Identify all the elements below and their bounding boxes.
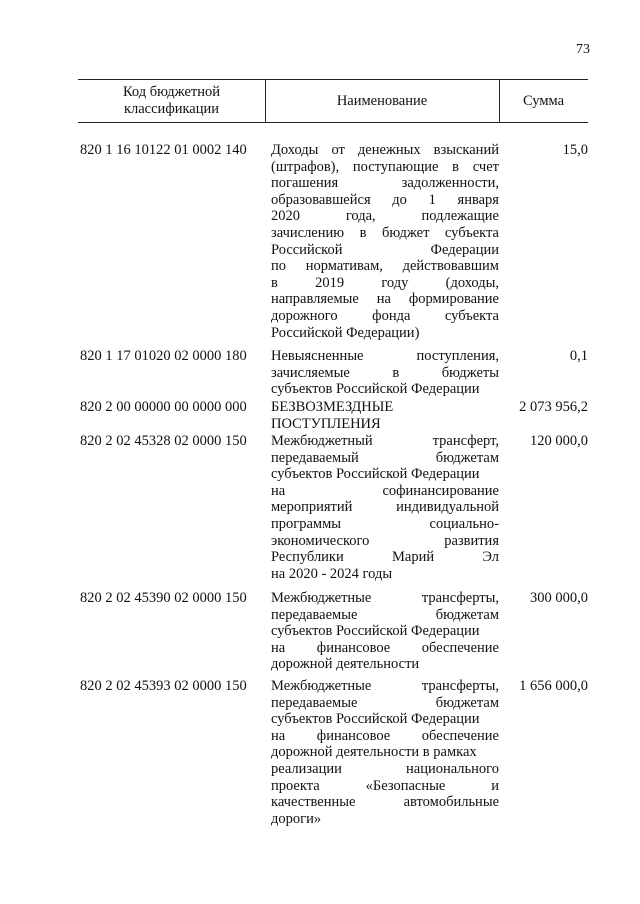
name-word: от bbox=[331, 142, 345, 158]
header-code-column bbox=[78, 80, 266, 122]
row-name bbox=[271, 399, 499, 432]
name-word: дорожного bbox=[271, 307, 338, 324]
row-code: 820 1 16 10122 01 0002 140 bbox=[80, 142, 247, 158]
name-line bbox=[271, 258, 499, 275]
name-word: формирование bbox=[408, 291, 499, 308]
name-word: субъекта bbox=[444, 307, 499, 324]
name-word: трансферты, bbox=[421, 590, 499, 606]
name-word: января bbox=[457, 191, 499, 208]
name-word: образовавшейся bbox=[271, 191, 371, 208]
name-word: софинансирование bbox=[382, 482, 499, 499]
name-line bbox=[271, 175, 499, 192]
name-word: Невыясненные bbox=[271, 348, 364, 364]
name-word: на 2020 - 2024 годы bbox=[271, 565, 393, 582]
table-header bbox=[78, 79, 588, 123]
name-word: Федерации bbox=[430, 241, 499, 258]
name-line bbox=[271, 242, 499, 259]
name-word: БЕЗВОЗМЕЗДНЫЕ bbox=[271, 399, 394, 415]
name-line bbox=[271, 811, 499, 828]
name-line bbox=[271, 399, 499, 416]
name-word: поступающие bbox=[352, 158, 439, 175]
name-line bbox=[271, 208, 499, 225]
name-line bbox=[271, 623, 499, 640]
row-sum: 1 656 000,0 bbox=[519, 678, 588, 694]
name-word: нормативам, bbox=[305, 258, 383, 275]
name-word: передаваемые bbox=[271, 694, 358, 711]
name-line bbox=[271, 794, 499, 811]
row-name bbox=[271, 348, 499, 398]
row-sum: 2 073 956,2 bbox=[519, 399, 588, 415]
name-word: бюджетам bbox=[435, 694, 499, 711]
name-word: трансферт, bbox=[432, 433, 499, 449]
name-line bbox=[271, 291, 499, 308]
name-word: счет bbox=[472, 158, 499, 175]
name-word: (штрафов), bbox=[271, 158, 340, 175]
row-sum: 15,0 bbox=[562, 142, 588, 158]
row-code: 820 2 02 45393 02 0000 150 bbox=[80, 678, 247, 694]
name-word: обеспечение bbox=[421, 639, 499, 656]
row-code: 820 2 02 45390 02 0000 150 bbox=[80, 590, 247, 606]
name-line bbox=[271, 416, 499, 433]
name-line bbox=[271, 656, 499, 673]
name-word: Российской Федерации) bbox=[271, 324, 420, 341]
name-word: на bbox=[271, 482, 286, 499]
header-name-column: Наименование bbox=[265, 80, 500, 122]
name-word: дороги» bbox=[271, 810, 322, 827]
name-word: обеспечение bbox=[421, 727, 499, 744]
row-sum: 300 000,0 bbox=[530, 590, 588, 606]
name-word: бюджетам bbox=[435, 449, 499, 466]
name-line bbox=[271, 483, 499, 500]
name-word: бюджетам bbox=[435, 606, 499, 623]
name-line bbox=[271, 533, 499, 550]
name-line bbox=[271, 695, 499, 712]
row-sum: 120 000,0 bbox=[530, 433, 588, 449]
name-word: года, bbox=[345, 208, 376, 225]
name-word: зачисляемые bbox=[271, 364, 350, 381]
name-word: ПОСТУПЛЕНИЯ bbox=[271, 415, 381, 432]
name-word: задолженности, bbox=[401, 175, 499, 192]
name-line bbox=[271, 192, 499, 209]
name-word: финансовое bbox=[316, 639, 391, 656]
name-word: реализации bbox=[271, 760, 342, 777]
name-word: субъектов Российской Федерации bbox=[271, 711, 480, 728]
name-line bbox=[271, 549, 499, 566]
name-line bbox=[271, 778, 499, 795]
name-word: подлежащие bbox=[421, 208, 499, 225]
row-sum: 0,1 bbox=[569, 348, 588, 364]
name-word: до bbox=[392, 191, 407, 208]
name-word: Российской bbox=[271, 241, 343, 258]
name-line bbox=[271, 607, 499, 624]
name-word: мероприятий bbox=[271, 499, 353, 516]
name-line bbox=[271, 225, 499, 242]
name-line bbox=[271, 348, 499, 365]
name-word: Марий bbox=[392, 549, 435, 566]
name-line bbox=[271, 499, 499, 516]
row-code: 820 2 00 00000 00 0000 000 bbox=[80, 399, 247, 415]
row-code: 820 2 02 45328 02 0000 150 bbox=[80, 433, 247, 449]
name-word: году bbox=[381, 274, 409, 291]
name-word: по bbox=[271, 258, 287, 275]
name-line bbox=[271, 466, 499, 483]
row-name bbox=[271, 678, 499, 827]
name-word: 2019 bbox=[315, 274, 345, 291]
name-word: Межбюджетные bbox=[271, 590, 372, 606]
name-line bbox=[271, 728, 499, 745]
name-word: финансовое bbox=[316, 727, 391, 744]
header-sum-column: Сумма bbox=[522, 92, 565, 109]
name-word: на bbox=[271, 727, 286, 744]
name-word: Межбюджетные bbox=[271, 678, 372, 694]
name-word: Межбюджетный bbox=[271, 433, 373, 449]
name-word: развития bbox=[444, 532, 499, 549]
name-word: дорожной деятельности в рамках bbox=[271, 744, 477, 761]
name-word: направляемые bbox=[271, 291, 359, 308]
name-line bbox=[271, 325, 499, 342]
name-word: на bbox=[271, 639, 286, 656]
name-line bbox=[271, 142, 499, 159]
name-word: «Безопасные bbox=[365, 777, 446, 794]
name-word: действовавшим bbox=[402, 258, 499, 275]
name-word: (доходы, bbox=[445, 274, 499, 291]
name-word: в bbox=[359, 224, 367, 241]
header-code-line1: Код бюджетной bbox=[122, 84, 220, 100]
name-word: качественные bbox=[271, 794, 356, 811]
name-word: зачислению bbox=[271, 224, 345, 241]
row-code: 820 1 17 01020 02 0000 180 bbox=[80, 348, 247, 364]
row-name bbox=[271, 142, 499, 341]
name-word: 1 bbox=[428, 191, 436, 208]
header-code-line2: классификации bbox=[123, 101, 220, 117]
name-line bbox=[271, 590, 499, 607]
name-word: проекта bbox=[271, 777, 320, 794]
name-line bbox=[271, 761, 499, 778]
name-line bbox=[271, 450, 499, 467]
name-word: дорожной деятельности bbox=[271, 656, 420, 673]
name-line bbox=[271, 566, 499, 583]
name-word: на bbox=[376, 291, 391, 308]
name-word: трансферты, bbox=[421, 678, 499, 694]
name-line bbox=[271, 711, 499, 728]
name-line bbox=[271, 381, 499, 398]
name-line bbox=[271, 275, 499, 292]
name-word: поступления, bbox=[416, 348, 499, 364]
name-word: и bbox=[491, 777, 499, 794]
row-name bbox=[271, 590, 499, 673]
name-word: 2020 bbox=[271, 208, 300, 225]
name-word: бюджет bbox=[381, 224, 430, 241]
name-word: Республики bbox=[271, 549, 344, 566]
name-line bbox=[271, 159, 499, 176]
page-number: 73 bbox=[576, 42, 590, 57]
name-word: национального bbox=[406, 760, 499, 777]
name-word: экономического bbox=[271, 532, 370, 549]
name-line bbox=[271, 433, 499, 450]
name-word: субъектов Российской Федерации bbox=[271, 381, 480, 398]
name-word: субъекта bbox=[444, 224, 499, 241]
name-line bbox=[271, 640, 499, 657]
name-line bbox=[271, 516, 499, 533]
name-word: передаваемые bbox=[271, 606, 358, 623]
name-word: в bbox=[392, 364, 400, 381]
row-name bbox=[271, 433, 499, 582]
name-word: в bbox=[452, 158, 460, 175]
name-word: Доходы bbox=[271, 142, 319, 158]
name-word: бюджеты bbox=[441, 364, 499, 381]
name-word: в bbox=[271, 274, 278, 291]
name-word: социально- bbox=[429, 515, 499, 532]
name-line bbox=[271, 365, 499, 382]
name-line bbox=[271, 308, 499, 325]
name-word: взысканий bbox=[433, 142, 499, 158]
name-word: Эл bbox=[482, 549, 499, 566]
name-word: фонда bbox=[372, 307, 411, 324]
name-word: погашения bbox=[271, 175, 339, 192]
name-word: передаваемый bbox=[271, 449, 359, 466]
name-word: субъектов Российской Федерации bbox=[271, 623, 480, 640]
name-line bbox=[271, 744, 499, 761]
name-word: программы bbox=[271, 515, 341, 532]
name-word: субъектов Российской Федерации bbox=[271, 466, 480, 483]
name-word: индивидуальной bbox=[396, 499, 499, 516]
name-word: денежных bbox=[357, 142, 421, 158]
name-word: автомобильные bbox=[403, 794, 499, 811]
name-line bbox=[271, 678, 499, 695]
